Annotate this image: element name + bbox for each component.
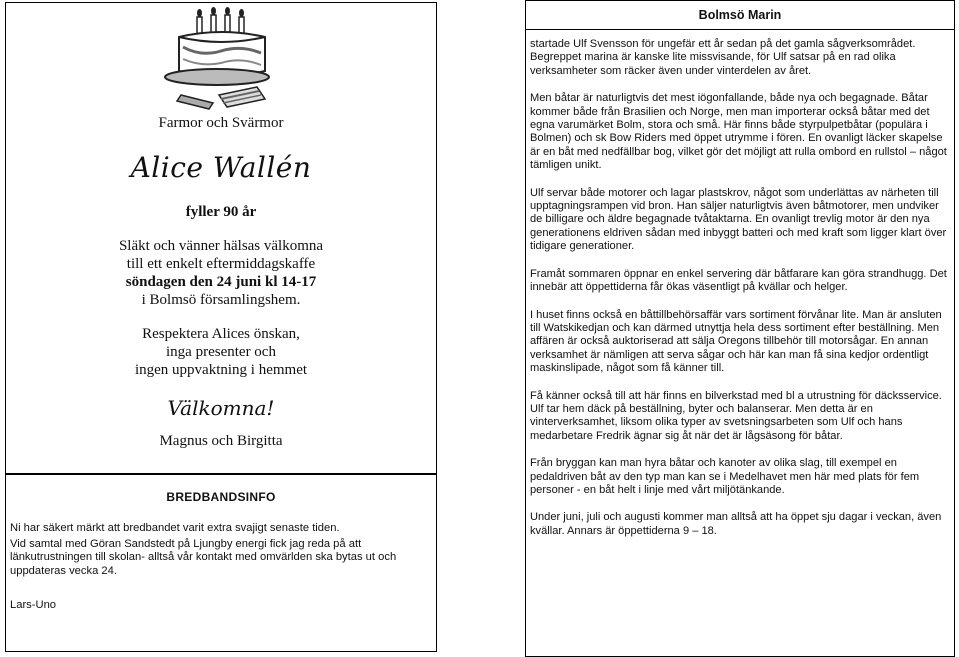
invitation-wishes (6, 325, 436, 379)
broadband-info (5, 474, 437, 652)
invitation-signature: Magnus och Birgitta (159, 433, 283, 449)
article-paragraph: Men båtar är naturligtvis det mest iögonfallande, både nya och begagnade. Båtar kommer både från Brasilien och Norge, men man importerar också båtar med det egna varumärket Bolm, stora och små. Här finns både styrpulpetbåtar (populära i Bolmen) och sk Bow Riders med öppet utrymme i fören. En ovanligt läcker skapelse är en båt med nedfällbar bog, vilket gör det möjligt att rulla ombord en rullstol – något tämligen unikt. (530, 92, 947, 172)
wish-line: inga presenter och (166, 344, 276, 360)
wish-line: ingen uppvaktning i hemmet (134, 362, 308, 378)
article-paragraph: startade Ulf Svensson för ungefär ett år sedan på det gamla sågverksområdet. Begreppet marina är kanske lite missvisande, för Ulf satsar på en rad olika verksamheter som räcker även under vinterdelen av året. (530, 38, 916, 77)
article-paragraph: Under juni, juli och augusti kommer man alltså att ha öppet sju dagar i veckan, även kvällar. Annars är öppettiderna 9 – 18. (530, 511, 942, 537)
invitation-line: till ett enkelt eftermiddagskaffe (126, 256, 316, 272)
birthday-invitation (5, 2, 437, 474)
article-body (530, 38, 950, 552)
article-title: Bolmsö Marin (525, 0, 955, 30)
age-line: fyller 90 år (185, 204, 257, 220)
article-paragraph: Från bryggan kan man hyra båtar och kanoter av olika slag, till exempel en pedaldriven båt av den typ man kan se i Medelhavet men här med plats för fem personer - en båt helt i linje med vårt miljötänkande. (530, 457, 920, 496)
broadband-body (10, 522, 430, 578)
article-paragraph: Framåt sommaren öppnar en enkel servering där båtfarare kan göra strandhugg. Det innebär att öppettiderna får ökas väsentligt på kvällar och helger. (530, 267, 947, 294)
broadband-signature: Lars-Uno (10, 599, 57, 611)
invitation-venue: i Bolmsö församlingshem. (141, 292, 301, 308)
invitation-title: Farmor och Svärmor (158, 115, 284, 131)
honoree-name: Alice Wallén (130, 151, 312, 184)
marina-article (525, 0, 955, 657)
broadband-title: BREDBANDSINFO (166, 490, 276, 504)
invitation-line: Släkt och vänner hälsas välkomna (118, 238, 324, 254)
article-paragraph: I huset finns också en båttillbehörsaffär vars sortiment förvånar lite. Man är ansluten till Watskikedjan och kan därmed utnyttja hela dess sortiment efter beställning. Men affären är också auktoriserad att sälja Oregons tillbehör till motorsågar. En annan verksamhet är nämligen att serva sågar och här kan man få sina kedjor ordentligt maskinslipade, något som få känner till. (530, 308, 942, 375)
welcome-text: Välkomna! (167, 396, 275, 420)
article-paragraph: Få känner också till att här finns en bilverkstad med bl a utrustning för däcksservice. Ulf tar hem däck på beställning, byter och balanserar. Men detta är en vinterverksamhet, liksom olika typer av svetsningsarbeten som Ulf och hans medarbetare Fredrik ägnar sig åt när det är lågsäsong för båtar. (530, 389, 942, 442)
invitation-details (6, 237, 436, 309)
broadband-text: Vid samtal med Göran Sandstedt på Ljungby energi fick jag reda på att länkutrustningen till skolan- alltså vår kontakt med omvärlden ska bytas ut och uppdateras vecka 24. (10, 537, 397, 577)
wish-line: Respektera Alices önskan, (142, 326, 300, 342)
birthday-cake-icon (161, 7, 281, 119)
invitation-date: söndagen den 24 juni kl 14-17 (125, 274, 317, 290)
broadband-intro: Ni har säkert märkt att bredbandet varit extra svajigt senaste tiden. (10, 522, 340, 534)
article-paragraph: Ulf servar både motorer och lagar plastskrov, något som underlättas av närheten till upptagningsrampen vid bron. Han säljer naturligtvis även båtmotorer, men undviker de billigare och äldre begagnade tvåtaktarna. En ovanligt trevlig motor är den nya generationens eldriven sådan med inbyggt batteri och med kraft som ligger klart över tidigare generationer. (530, 186, 947, 253)
